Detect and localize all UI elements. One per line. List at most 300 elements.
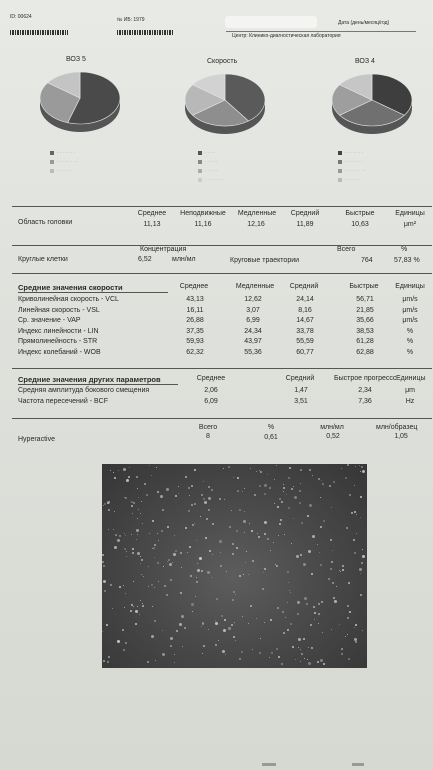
cell-speck — [157, 491, 159, 493]
cell-speck — [152, 520, 154, 522]
cell-speck — [251, 530, 253, 532]
cell-speck — [155, 660, 156, 661]
cell-speck — [154, 544, 156, 546]
cell-speck — [188, 487, 190, 489]
cell-speck — [242, 491, 243, 492]
cell-speck — [285, 617, 286, 618]
cell-speck — [304, 597, 307, 600]
cell-speck — [114, 511, 115, 512]
cell-speck — [129, 467, 130, 468]
cell-speck — [133, 502, 135, 504]
hyper-v0: 8 — [206, 433, 210, 440]
cell-speck — [125, 535, 126, 536]
cell-speck — [103, 580, 106, 583]
cell-speck — [329, 485, 331, 487]
cell-speck — [132, 548, 134, 550]
cell-speck — [131, 505, 133, 507]
round-cells-unit: млн/мл — [172, 256, 196, 263]
cell-speck — [278, 535, 279, 536]
cell-speck — [137, 518, 138, 519]
speed-h1: Медленные — [235, 283, 275, 290]
cell-speck — [298, 638, 301, 641]
cell-speck — [208, 509, 210, 511]
cell-speck — [180, 592, 182, 594]
cell-speck — [341, 468, 342, 469]
cell-speck — [301, 653, 303, 655]
cell-speck — [308, 647, 309, 648]
cell-speck — [184, 627, 186, 629]
cell-speck — [147, 661, 149, 663]
cell-speck — [313, 606, 315, 608]
cell-speck — [151, 475, 152, 476]
cell-speck — [113, 472, 114, 473]
cell-speck — [215, 620, 216, 621]
cell-speck — [140, 513, 141, 514]
cell-speck — [215, 622, 218, 625]
cell-speck — [263, 572, 264, 573]
cell-speck — [123, 468, 126, 471]
cell-speck — [259, 652, 261, 654]
barcode-file — [117, 30, 173, 35]
cell-speck — [212, 523, 214, 525]
other-h3: Единицы — [396, 375, 426, 382]
cell-speck — [362, 630, 363, 631]
speed-unit: μm/s — [402, 296, 418, 303]
cell-speck — [135, 610, 138, 613]
cell-speck — [347, 617, 349, 619]
circular-label: Круговые траектории — [230, 257, 300, 264]
cell-speck — [288, 477, 290, 479]
cell-speck — [203, 481, 204, 482]
head-unit: μm² — [403, 221, 417, 228]
speed-row-label: Ср. значение - VAP — [18, 317, 81, 325]
cell-speck — [189, 546, 191, 548]
center-label: Центр: Клинико-диагностическая лаборатория — [232, 33, 341, 39]
hyper-label: Hyperactive — [18, 436, 55, 443]
cell-speck — [107, 502, 109, 504]
cell-speck — [151, 635, 154, 638]
head-v2: 12,16 — [247, 221, 265, 228]
cell-speck — [178, 493, 179, 494]
cell-speck — [103, 660, 105, 662]
cell-speck — [239, 575, 241, 577]
cell-speck — [314, 612, 316, 614]
cell-speck — [282, 611, 284, 613]
cell-speck — [291, 488, 293, 490]
cell-speck — [322, 483, 324, 485]
cell-speck — [133, 606, 134, 607]
cell-speck — [228, 627, 231, 630]
cell-speck — [361, 562, 363, 564]
cell-speck — [156, 467, 157, 468]
cell-speck — [330, 539, 332, 541]
cell-speck — [153, 547, 155, 549]
other-h1: Средний — [285, 375, 315, 382]
round-cells-label: Круглые клетки — [18, 256, 68, 263]
cell-speck — [179, 623, 182, 626]
cell-speck — [124, 548, 126, 550]
cell-speck — [236, 547, 238, 549]
cell-speck — [191, 603, 194, 606]
cell-speck — [125, 593, 126, 594]
cell-speck — [340, 571, 341, 572]
bottom-mark — [262, 763, 276, 766]
cell-speck — [109, 501, 110, 502]
cell-speck — [271, 652, 273, 654]
speed-unit: μm/s — [402, 306, 418, 314]
cell-speck — [293, 518, 294, 519]
cell-speck — [260, 471, 262, 473]
cell-speck — [233, 477, 234, 478]
cell-speck — [336, 586, 337, 587]
cell-speck — [232, 553, 234, 555]
cell-speck — [360, 517, 361, 518]
cell-speck — [142, 603, 143, 604]
head-h1: Неподвижные — [180, 210, 226, 217]
cell-speck — [274, 479, 275, 480]
cell-speck — [136, 476, 138, 478]
cell-speck — [269, 657, 270, 658]
cell-speck — [108, 529, 109, 530]
cell-speck — [289, 590, 290, 591]
other-unit: μm — [405, 387, 415, 394]
cell-speck — [304, 658, 305, 659]
cell-speck — [126, 551, 127, 552]
cell-speck — [345, 477, 347, 479]
cell-speck — [122, 629, 124, 631]
cell-speck — [244, 488, 245, 489]
cell-speck — [102, 554, 104, 556]
other-cell: 1,47 — [294, 387, 308, 394]
cell-speck — [137, 488, 138, 489]
cell-speck — [135, 623, 137, 625]
speed-cell: 55,59 — [296, 338, 314, 346]
cell-speck — [283, 632, 285, 634]
cell-speck — [123, 585, 124, 586]
speed-cell: 14,67 — [296, 317, 314, 325]
cell-speck — [203, 498, 205, 500]
speed-h0: Среднее — [179, 283, 209, 290]
cell-speck — [276, 648, 278, 650]
cell-speck — [131, 534, 132, 535]
cell-speck — [277, 506, 279, 508]
other-h2: Быстрое прогрессс — [334, 375, 397, 382]
cell-speck — [288, 507, 290, 509]
other-h0: Среднее — [196, 375, 226, 382]
cell-speck — [148, 586, 149, 587]
speed-h3: Быстрые — [349, 283, 379, 290]
cell-speck — [264, 568, 266, 570]
cell-speck — [140, 600, 141, 601]
head-h5: Единицы — [395, 210, 425, 217]
speed-row-label: Индекс линейности - LIN — [18, 327, 99, 335]
cell-speck — [287, 571, 289, 573]
cell-speck — [279, 523, 281, 525]
cell-speck — [208, 486, 210, 488]
cell-speck — [102, 631, 103, 632]
cell-speck — [360, 471, 361, 472]
cell-speck — [260, 638, 261, 639]
other-cell: 2,34 — [358, 387, 372, 394]
speed-cell: 56,71 — [356, 296, 374, 303]
cell-speck — [236, 530, 238, 532]
cell-speck — [309, 504, 312, 507]
cell-speck — [256, 471, 257, 472]
cell-speck — [219, 498, 221, 500]
cell-speck — [212, 577, 213, 578]
cell-speck — [292, 646, 294, 648]
cell-speck — [194, 503, 196, 505]
cell-speck — [113, 529, 114, 530]
cell-speck — [158, 540, 159, 541]
cell-speck — [208, 629, 209, 630]
speed-cell: 35,66 — [356, 317, 374, 325]
speed-cell: 43,13 — [186, 296, 204, 303]
cell-speck — [257, 533, 258, 534]
cell-speck — [345, 636, 346, 637]
speed-cell: 59,93 — [186, 338, 204, 346]
cell-speck — [137, 606, 138, 607]
cell-speck — [276, 465, 277, 466]
cell-speck — [283, 487, 285, 489]
other-cell: 2,06 — [204, 387, 218, 394]
cell-speck — [267, 474, 268, 475]
cell-speck — [108, 656, 110, 658]
cell-speck — [241, 651, 243, 653]
pie-title-speed: Скорость — [207, 58, 238, 65]
speed-cell: 55,36 — [244, 349, 262, 356]
cell-speck — [222, 650, 225, 653]
hyper-v2: 0,52 — [326, 433, 340, 440]
cell-speck — [342, 565, 344, 567]
speed-unit: % — [406, 349, 414, 356]
cell-speck — [299, 502, 301, 504]
cell-speck — [362, 555, 365, 558]
cell-speck — [149, 533, 150, 534]
cell-speck — [215, 644, 217, 646]
cell-speck — [283, 484, 284, 485]
cell-speck — [181, 567, 182, 568]
head-v1: 11,16 — [194, 221, 212, 228]
cell-speck — [191, 504, 193, 506]
speed-cell: 8,16 — [298, 306, 312, 314]
cell-speck — [189, 495, 190, 496]
cell-speck — [158, 581, 159, 582]
cell-speck — [320, 497, 321, 498]
hyper-h1: % — [267, 424, 275, 431]
cell-speck — [318, 478, 320, 480]
cell-speck — [320, 564, 322, 566]
cell-speck — [221, 615, 223, 617]
legend-speed: · · · · · · · · · · · · · · · · · · · · · — [198, 150, 223, 186]
cell-speck — [167, 526, 169, 528]
cell-speck — [157, 562, 159, 564]
hyper-v1: 0,61 — [264, 434, 278, 441]
cell-speck — [231, 510, 232, 511]
speed-cell: 33,78 — [296, 327, 314, 335]
cell-speck — [229, 526, 231, 528]
cell-speck — [308, 662, 311, 665]
cell-speck — [354, 638, 357, 641]
cell-speck — [294, 496, 297, 499]
cell-speck — [201, 626, 202, 627]
speed-h4: Единицы — [395, 283, 425, 290]
cell-speck — [311, 573, 313, 575]
cell-speck — [168, 559, 170, 561]
cell-speck — [341, 653, 343, 655]
cell-speck — [331, 507, 332, 508]
cell-speck — [212, 554, 213, 555]
cell-speck — [114, 477, 116, 479]
cell-speck — [322, 632, 323, 633]
cell-speck — [331, 561, 333, 563]
cell-speck — [235, 640, 236, 641]
cell-speck — [107, 661, 109, 663]
head-h2: Медленные — [237, 210, 277, 217]
other-row-label: Частота пересечений - BCF — [18, 397, 108, 405]
head-h3: Средний — [290, 210, 320, 217]
cell-speck — [175, 495, 177, 497]
cell-speck — [219, 540, 222, 543]
head-h0: Среднее — [137, 210, 167, 217]
cell-speck — [216, 598, 218, 600]
cell-speck — [201, 494, 203, 496]
cell-speck — [136, 539, 137, 540]
cell-speck — [141, 501, 142, 502]
cell-speck — [187, 552, 188, 553]
cell-speck — [131, 604, 133, 606]
cell-speck — [175, 550, 177, 552]
cell-speck — [235, 594, 236, 595]
cell-speck — [126, 556, 127, 557]
cell-speck — [297, 613, 299, 615]
cell-speck — [353, 539, 355, 541]
cell-speck — [301, 522, 303, 524]
speed-cell: 61,28 — [356, 338, 374, 346]
cell-speck — [138, 497, 139, 498]
cell-speck — [123, 649, 125, 651]
cell-speck — [314, 619, 315, 620]
cell-speck — [239, 509, 241, 511]
cell-speck — [360, 594, 362, 596]
cell-speck — [117, 539, 120, 542]
cell-speck — [298, 647, 299, 648]
cell-speck — [300, 469, 302, 471]
cell-speck — [277, 607, 279, 609]
cell-speck — [332, 582, 334, 584]
cell-speck — [274, 503, 275, 504]
speed-cell: 37,35 — [186, 327, 204, 335]
cell-speck — [318, 613, 320, 615]
cell-speck — [201, 570, 203, 572]
cell-speck — [224, 619, 226, 621]
speed-cell: 16,11 — [186, 306, 204, 314]
cell-speck — [262, 588, 264, 590]
cell-speck — [290, 623, 292, 625]
cell-speck — [103, 505, 104, 506]
cell-speck — [126, 479, 129, 482]
cell-speck — [209, 550, 211, 552]
cell-speck — [293, 486, 294, 487]
date-label: Дата (день/месяц/год) — [338, 20, 390, 26]
cell-speck — [287, 602, 288, 603]
cell-speck — [295, 659, 296, 660]
cell-speck — [300, 661, 301, 662]
cell-speck — [259, 485, 261, 487]
cell-speck — [231, 624, 233, 626]
cell-speck — [355, 641, 357, 643]
cell-speck — [220, 565, 222, 567]
other-cell: 3,51 — [294, 397, 308, 405]
cell-speck — [321, 480, 322, 481]
cell-speck — [119, 586, 121, 588]
cell-speck — [161, 530, 163, 532]
cell-speck — [185, 527, 187, 529]
other-row-label: Средняя амплитуда бокового смещения — [18, 387, 150, 394]
cell-speck — [233, 591, 235, 593]
speed-cell: 60,77 — [296, 349, 314, 356]
cell-speck — [297, 601, 300, 604]
cell-speck — [308, 550, 311, 553]
cell-speck — [281, 501, 283, 503]
cell-speck — [125, 642, 127, 644]
cell-speck — [359, 465, 360, 466]
speed-h2: Средний — [289, 283, 319, 290]
cell-speck — [205, 537, 207, 539]
cell-speck — [269, 487, 271, 489]
cell-speck — [162, 653, 165, 656]
cell-speck — [174, 662, 175, 663]
cell-speck — [317, 544, 318, 545]
cell-speck — [131, 501, 133, 503]
cell-speck — [133, 581, 134, 582]
cell-speck — [117, 640, 120, 643]
cell-speck — [160, 495, 163, 498]
cell-speck — [104, 503, 106, 505]
cell-speck — [362, 549, 363, 550]
cell-speck — [164, 585, 166, 587]
cell-speck — [264, 521, 267, 524]
other-cell: 7,36 — [358, 397, 372, 405]
cell-speck — [141, 574, 142, 575]
cell-speck — [195, 596, 196, 597]
cell-speck — [250, 605, 252, 607]
legend-who4: · · · · · · · · · · · · · · · · · · · · · · · · · · · · · — [338, 150, 366, 186]
cell-speck — [354, 485, 355, 486]
cell-speck — [202, 623, 204, 625]
cell-speck — [309, 469, 311, 471]
cell-speck — [246, 551, 247, 552]
cell-speck — [359, 568, 362, 571]
cell-speck — [170, 579, 172, 581]
cell-speck — [140, 563, 141, 564]
speed-cell: 26,88 — [186, 317, 204, 325]
cell-speck — [176, 630, 178, 632]
cell-speck — [264, 484, 267, 487]
cell-speck — [333, 481, 335, 483]
cell-speck — [289, 467, 291, 469]
cell-speck — [331, 629, 332, 630]
cell-speck — [139, 614, 140, 615]
cell-speck — [296, 555, 299, 558]
cell-speck — [245, 562, 246, 563]
cell-speck — [148, 566, 149, 567]
cell-speck — [248, 623, 249, 624]
cell-speck — [119, 535, 121, 537]
cell-speck — [132, 513, 133, 514]
cell-speck — [330, 568, 332, 570]
speed-cell: 24,34 — [244, 327, 262, 335]
